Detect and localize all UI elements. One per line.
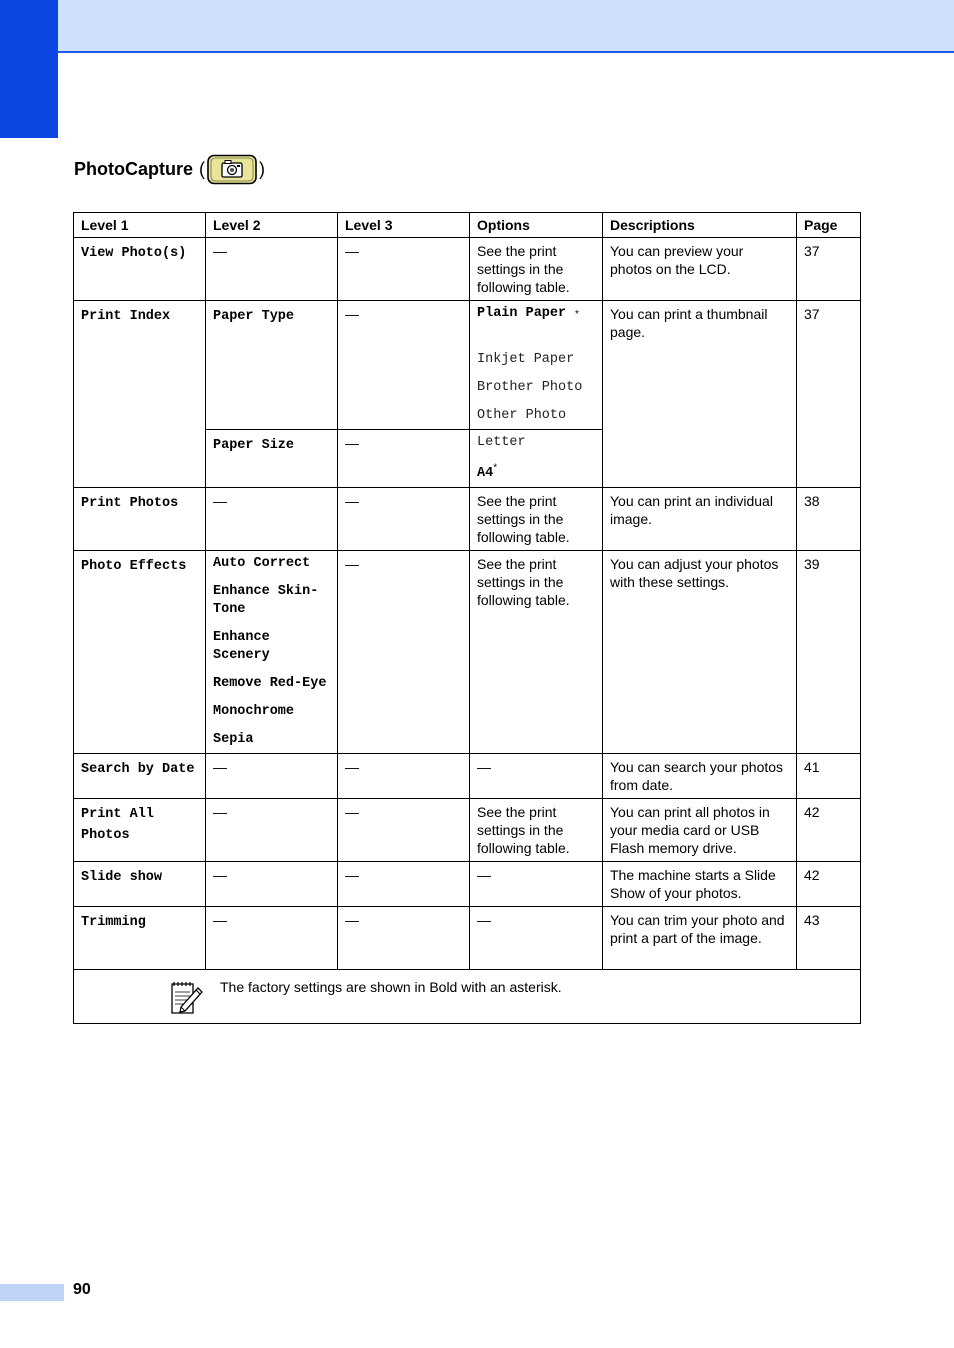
description-cell: You can print a thumbnail page. (603, 301, 797, 488)
options-cell: See the print settings in the following table. (470, 238, 603, 301)
level1-label: Print Index (81, 309, 171, 324)
level2-cell: — (206, 488, 338, 551)
table-row (74, 799, 861, 862)
description-cell: You can print all photos in your media card or USB Flash memory drive. (603, 799, 797, 862)
option-item (477, 379, 595, 397)
option-item (477, 407, 595, 425)
note-row (74, 970, 861, 1024)
option-item (477, 305, 595, 341)
level1-label: Search by Date (81, 762, 195, 777)
note-pencil-icon (169, 980, 205, 1016)
level1-label: Slide show (81, 870, 163, 885)
table-row (74, 488, 861, 551)
level1-cell (74, 799, 206, 862)
options-cell: See the print settings in the following table. (470, 551, 603, 754)
level1-cell (74, 301, 206, 488)
page-cell: 42 (797, 862, 861, 907)
options-cell: See the print settings in the following table. (470, 799, 603, 862)
level3-cell: — (338, 551, 470, 754)
level2-cell: — (206, 907, 338, 970)
level2-cell (206, 551, 338, 754)
option-item (477, 434, 595, 452)
section-title: PhotoCapture (74, 158, 193, 179)
table-row (74, 551, 861, 754)
level3-cell: — (338, 754, 470, 799)
options-cell: — (470, 907, 603, 970)
level2-cell: — (206, 799, 338, 862)
level1-label: Trimming (81, 915, 146, 930)
default-asterisk: * (575, 309, 579, 321)
level2-label: Remove Red-Eye (213, 676, 327, 691)
level3-cell: — (338, 430, 470, 488)
level2-label: Paper Size (213, 438, 295, 453)
level3-cell: — (338, 862, 470, 907)
page-cell: 42 (797, 799, 861, 862)
level2-item (213, 731, 330, 749)
header-level2: Level 2 (206, 213, 338, 238)
level3-cell: — (338, 799, 470, 862)
header-options: Options (470, 213, 603, 238)
option-label: Plain Paper (477, 306, 567, 321)
paren-open: ( (199, 158, 205, 179)
level2-cell: — (206, 238, 338, 301)
page-cell: 39 (797, 551, 861, 754)
level1-label: Print All Photos (81, 807, 154, 843)
table-row (74, 754, 861, 799)
settings-table (73, 212, 861, 1024)
level2-cell: — (206, 754, 338, 799)
level1-cell (74, 907, 206, 970)
description-cell: You can trim your photo and print a part of the image. (603, 907, 797, 970)
level2-label: Enhance Skin-Tone (213, 584, 319, 617)
level2-item (213, 629, 330, 665)
level1-cell (74, 551, 206, 754)
options-cell (470, 301, 603, 430)
page-number: 90 (73, 1281, 91, 1298)
level2-label: Sepia (213, 732, 254, 747)
level3-cell: — (338, 907, 470, 970)
option-label: Inkjet Paper (477, 352, 575, 367)
description-cell: You can adjust your photos with these settings. (603, 551, 797, 754)
level2-item (213, 583, 330, 619)
level2-item (213, 703, 330, 721)
page-cell: 41 (797, 754, 861, 799)
note-text: The factory settings are shown in Bold with an asterisk. (220, 979, 562, 995)
level2-label: Enhance Scenery (213, 630, 270, 663)
description-cell: You can preview your photos on the LCD. (603, 238, 797, 301)
level3-cell: — (338, 238, 470, 301)
option-label: Letter (477, 435, 526, 450)
chapter-tab (0, 0, 58, 138)
level3-cell: — (338, 301, 470, 430)
section-heading (74, 152, 265, 186)
description-cell: You can search your photos from date. (603, 754, 797, 799)
level1-cell (74, 862, 206, 907)
level3-cell: — (338, 488, 470, 551)
table-row (74, 238, 861, 301)
level2-item (213, 675, 330, 693)
options-cell: — (470, 754, 603, 799)
level2-item (213, 555, 330, 573)
level2-cell (206, 430, 338, 488)
paren-close: ) (259, 158, 265, 179)
level1-cell (74, 754, 206, 799)
level2-cell: — (206, 862, 338, 907)
level2-cell (206, 301, 338, 430)
header-band (0, 0, 954, 53)
header-level3: Level 3 (338, 213, 470, 238)
option-item (477, 462, 595, 483)
camera-key-icon (206, 154, 258, 185)
table-row (74, 862, 861, 907)
level2-label: Auto Correct (213, 556, 311, 571)
description-cell: You can print an individual image. (603, 488, 797, 551)
level1-cell (74, 238, 206, 301)
header-page: Page (797, 213, 861, 238)
table-row (74, 907, 861, 970)
level1-cell (74, 488, 206, 551)
level2-label: Monochrome (213, 704, 295, 719)
description-cell: The machine starts a Slide Show of your photos. (603, 862, 797, 907)
note-cell (74, 970, 861, 1024)
table-row (74, 301, 861, 430)
options-cell: — (470, 862, 603, 907)
page-cell: 37 (797, 301, 861, 488)
option-label: A4 (477, 466, 494, 481)
level1-label: View Photo(s) (81, 246, 187, 261)
option-label: Other Photo (477, 408, 567, 423)
default-asterisk: * (493, 462, 498, 474)
option-item (477, 351, 595, 369)
level1-label: Photo Effects (81, 559, 187, 574)
page-cell: 43 (797, 907, 861, 970)
level1-label: Print Photos (81, 496, 179, 511)
options-cell (470, 430, 603, 488)
option-label: Brother Photo (477, 380, 583, 395)
page-cell: 37 (797, 238, 861, 301)
options-cell: See the print settings in the following table. (470, 488, 603, 551)
header-level1: Level 1 (74, 213, 206, 238)
table-header-row (74, 213, 861, 238)
page-cell: 38 (797, 488, 861, 551)
page-number-band (0, 1284, 64, 1301)
header-descriptions: Descriptions (603, 213, 797, 238)
level2-label: Paper Type (213, 309, 295, 324)
